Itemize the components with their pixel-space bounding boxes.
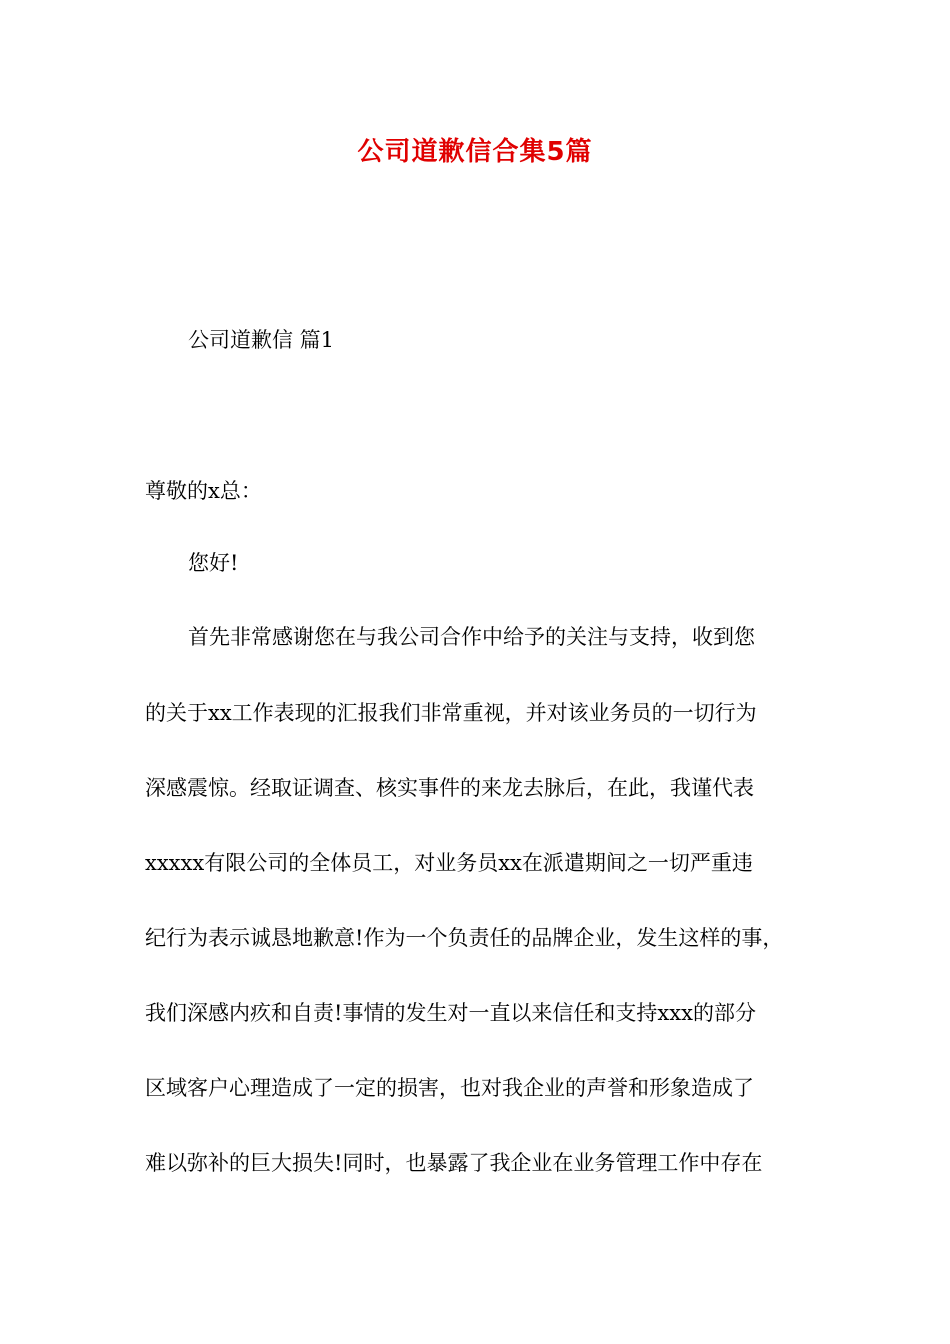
body-line: 的关于xx工作表现的汇报我们非常重视，并对该业务员的一切行为 [145,701,757,725]
section-heading: 公司道歉信 篇1 [188,328,335,352]
body-line: xxxxx有限公司的全体员工，对业务员xx在派遣期间之一切严重违 [145,851,753,875]
body-line: 深感震惊。经取证调查、核实事件的来龙去脉后，在此，我谨代表 [145,776,754,800]
body-line: 纪行为表示诚恳地歉意!作为一个负责任的品牌企业，发生这样的事， [145,926,784,950]
body-line: 我们深感内疚和自责!事情的发生对一直以来信任和支持xxx的部分 [145,1001,756,1025]
salutation: 尊敬的x总： [145,479,262,503]
greeting: 您好! [188,551,239,575]
body-line: 区域客户心理造成了一定的损害，也对我企业的声誉和形象造成了 [145,1076,754,1100]
document-title: 公司道歉信合集5篇 [357,137,593,167]
body-line: 难以弥补的巨大损失!同时，也暴露了我企业在业务管理工作中存在 [145,1151,763,1175]
body-line: 首先非常感谢您在与我公司合作中给予的关注与支持，收到您 [188,625,755,649]
